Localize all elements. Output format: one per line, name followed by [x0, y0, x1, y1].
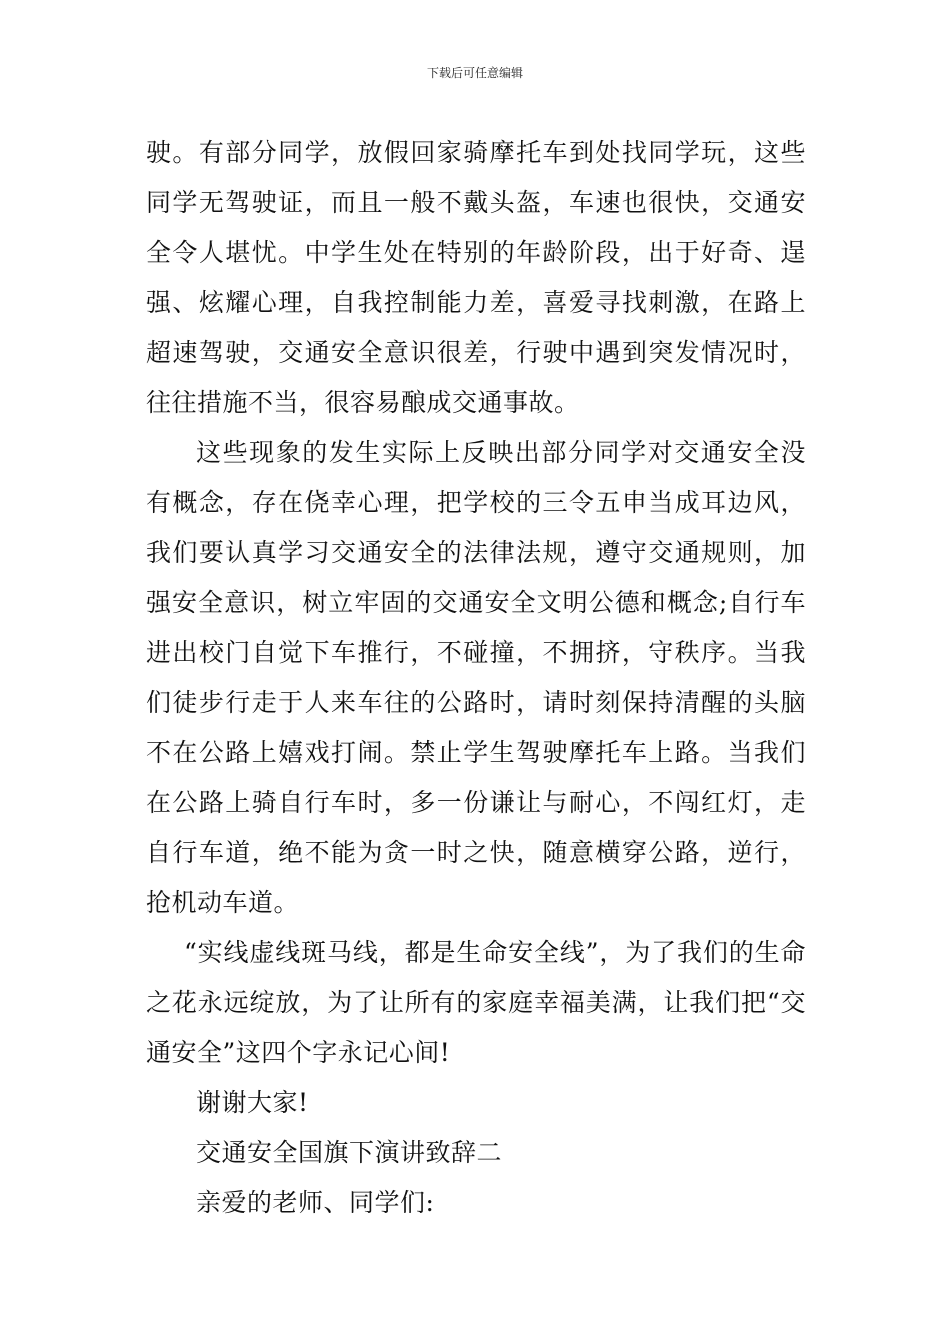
paragraph-phenomena: 这些现象的发生实际上反映出部分同学对交通安全没有概念，存在侥幸心理，把学校的三令五申当成耳边风，我们要认真学习交通安全的法律法规，遵守交通规则，加强安全意识，树立牢固的交通安全文明公德和概念;自行车进出校门自觉下车推行，不碰撞，不拥挤，守秩序。当我们徒步行走于人来车往的公路时，请时刻保持清醒的头脑不在公路上嬉戏打闹。禁止学生驾驶摩托车上路。当我们在公路上骑自行车时，多一份谦让与耐心，不闯红灯，走自行车道，绝不能为贪一时之快，随意横穿公路，逆行，抢机动车道。 [146, 438, 806, 917]
section-title: 交通安全国旗下演讲致辞二 [196, 1138, 503, 1167]
paragraph-thanks: 谢谢大家! [196, 1088, 309, 1117]
salutation: 亲爱的老师、同学们: [196, 1188, 435, 1217]
page-header-note: 下载后可任意编辑 [426, 66, 523, 80]
document-body [146, 128, 806, 1228]
paragraph-slogan: “实线虚线斑马线，都是生命安全线”，为了我们的生命之花永远绽放，为了让所有的家庭幸福美满，让我们把“交通安全”这四个字永记心间! [146, 938, 806, 1067]
paragraph-continuation: 驶。有部分同学，放假回家骑摩托车到处找同学玩，这些同学无驾驶证，而且一般不戴头盔，车速也很快，交通安全令人堪忧。中学生处在特别的年龄阶段，出于好奇、逞强、炫耀心理，自我控制能力差，喜爱寻找刺激，在路上超速驾驶，交通安全意识很差，行驶中遇到突发情况时，往往措施不当，很容易酿成交通事故。 [146, 138, 806, 417]
